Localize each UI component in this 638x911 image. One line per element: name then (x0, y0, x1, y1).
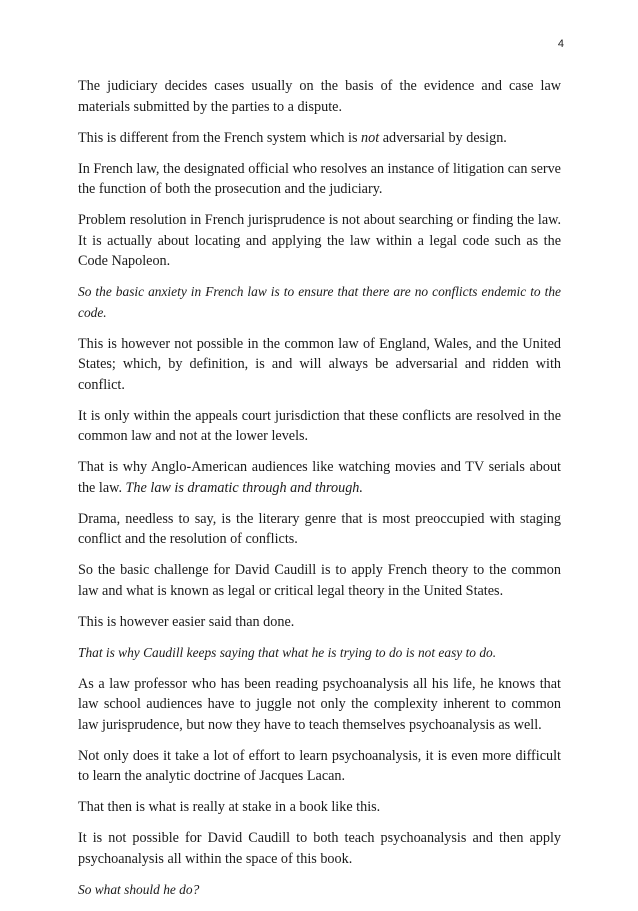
paragraph (78, 457, 561, 498)
paragraph: This is however easier said than done. (78, 613, 295, 630)
paragraph: It is only within the appeals court jurisdiction that these conflicts are resolved in the common law and not at the lower levels. (78, 407, 561, 444)
paragraph: In French law, the designated official who resolves an instance of litigation can serve the function of both the prosecution and the judiciary. (78, 160, 561, 197)
paragraph-text: adversarial by design. (379, 129, 507, 146)
italic-paragraph: So the basic anxiety in French law is to ensure that there are no conflicts endemic to the code. (78, 284, 561, 320)
paragraph: It is not possible for David Caudill to both teach psychoanalysis and then apply psychoanalysis all within the space of this book. (78, 830, 561, 867)
paragraph: As a law professor who has been reading psychoanalysis all his life, he knows that law school audiences have to juggle not only the complexity inherent to common law jurisprudence, but now they have to teach themselves psychoanalysis as well. (78, 675, 561, 733)
paragraph: So the basic challenge for David Caudill is to apply French theory to the common law and what is known as legal or critical legal theory in the United States. (78, 562, 561, 599)
paragraph: The judiciary decides cases usually on the basis of the evidence and case law materials submitted by the parties to a dispute. (78, 78, 561, 115)
body-text (78, 76, 561, 911)
paragraph: This is however not possible in the common law of England, Wales, and the United States; which, by definition, is and will always be adversarial and ridden with conflict. (78, 335, 561, 393)
paragraph: Problem resolution in French jurisprudence is not about searching or finding the law. It is actually about locating and applying the law within a legal code such as the Code Napoleon. (78, 212, 561, 269)
paragraph (78, 128, 561, 149)
page-number: 4 (557, 38, 564, 50)
italic-paragraph: That is why Caudill keeps saying that what he is trying to do is not easy to do. (78, 644, 497, 660)
paragraph: Drama, needless to say, is the literary genre that is most preoccupied with staging conflict and the resolution of conflicts. (78, 510, 561, 547)
italic-paragraph: So what should he do? (78, 881, 200, 897)
paragraph-text: That is why Anglo-American audiences like watching movies and TV serials about the law. (78, 459, 561, 496)
paragraph-text: This is different from the French system which is (78, 129, 362, 146)
emphasis-text: not (361, 129, 380, 146)
emphasis-text: The law is dramatic through and through. (125, 479, 363, 496)
paragraph: Not only does it take a lot of effort to learn psychoanalysis, it is even more difficult to learn the analytic doctrine of Jacques Lacan. (78, 747, 561, 784)
paragraph: That then is what is really at stake in a book like this. (78, 799, 381, 815)
